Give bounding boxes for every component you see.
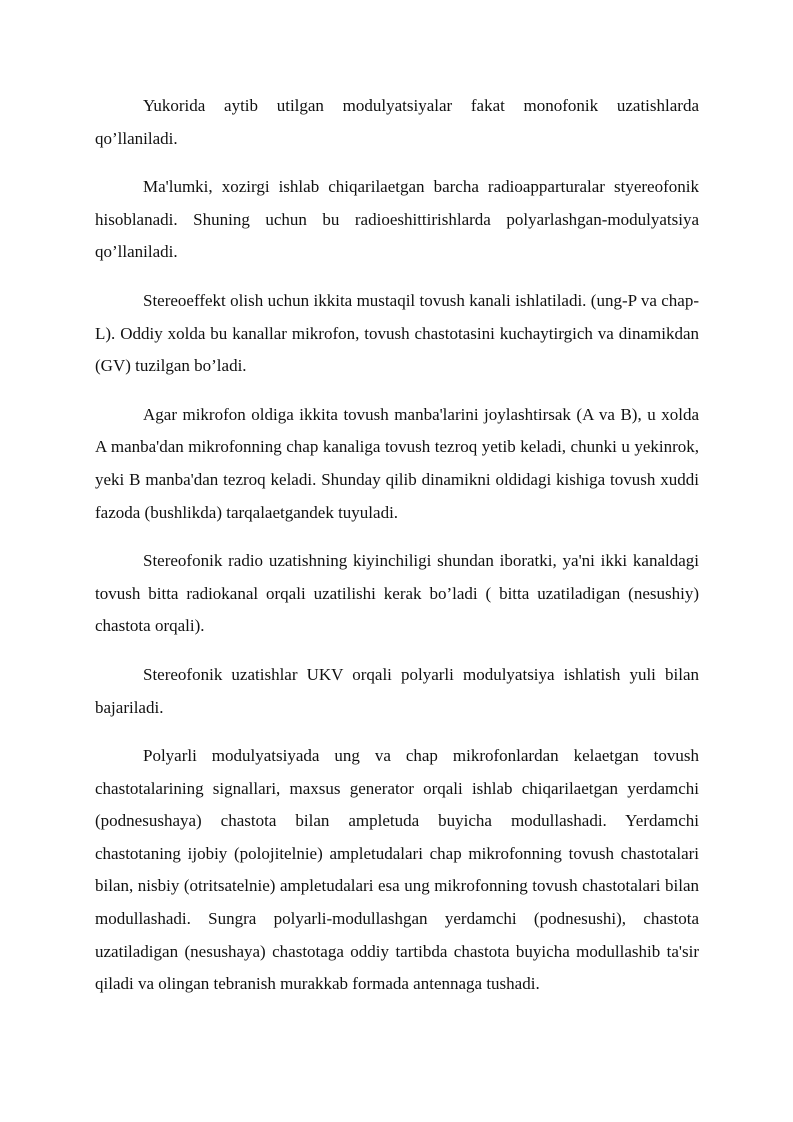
document-body xyxy=(95,90,699,1017)
paragraph-2: Ma'lumki, xozirgi ishlab chiqarilaetgan barcha radioapparturalar styereofonik hisoblanadi. Shuning uchun bu radioeshittirishlarda polyarlashgan-modulyatsiya qo’llaniladi. xyxy=(95,177,699,262)
paragraph-3: Stereoeffekt olish uchun ikkita mustaqil tovush kanali ishlatiladi. (ung-P va chap-L). Oddiy xolda bu kanallar mikrofon, tovush chastotasini kuchaytirgich va dinamikdan (GV) tuzilgan bo’ladi. xyxy=(95,290,699,376)
paragraph-6: Stereofonik uzatishlar UKV orqali polyarli modulyatsiya ishlatish yuli bilan bajariladi. xyxy=(95,664,699,717)
paragraph-5: Stereofonik radio uzatishning kiyinchiligi shundan iboratki, ya'ni ikki kanaldagi tovush bitta radiokanal orqali uzatilishi kerak bo’ladi ( bitta uzatiladigan (nesushiy) chastota orqali). xyxy=(95,551,699,636)
paragraph-4: Agar mikrofon oldiga ikkita tovush manba'larini joylashtirsak (A va B), u xolda A manba'dan mikrofonning chap kanaliga tovush tezroq yetib keladi, chunki u yekinrok, yeki B manba'dan tezroq keladi. Shunday qilib dinamikni oldidagi kishiga tovush xuddi fazoda (bushlikda) tarqalaetgandek tuyuladi. xyxy=(95,404,699,522)
paragraph-7: Polyarli modulyatsiyada ung va chap mikrofonlardan kelaetgan tovush chastotalarining signallari, maxsus generator orqali ishlab chiqarilaetgan yerdamchi (podnesushaya) chastota bilan ampletuda buyicha modullashadi. Yerdamchi chastotaning ijobiy (polojitelnie) ampletudalari chap mikrofonning tovush chastotalari bilan, nisbiy (otritsatelnie) ampletudalari esa ung mikrofonning tovush chastotalari bilan modullashadi. Sungra polyarli-modullashgan yerdamchi (podnesushi), chastota uzatiladigan (nesushaya) chastotaga oddiy tartibda chastota buyicha modullashib ta'sir qiladi va olingan tebranish murakkab formada antennaga tushadi. xyxy=(95,746,699,994)
paragraph-1: Yukorida aytib utilgan modulyatsiyalar fakat monofonik uzatishlarda qo’llaniladi. xyxy=(95,96,699,148)
